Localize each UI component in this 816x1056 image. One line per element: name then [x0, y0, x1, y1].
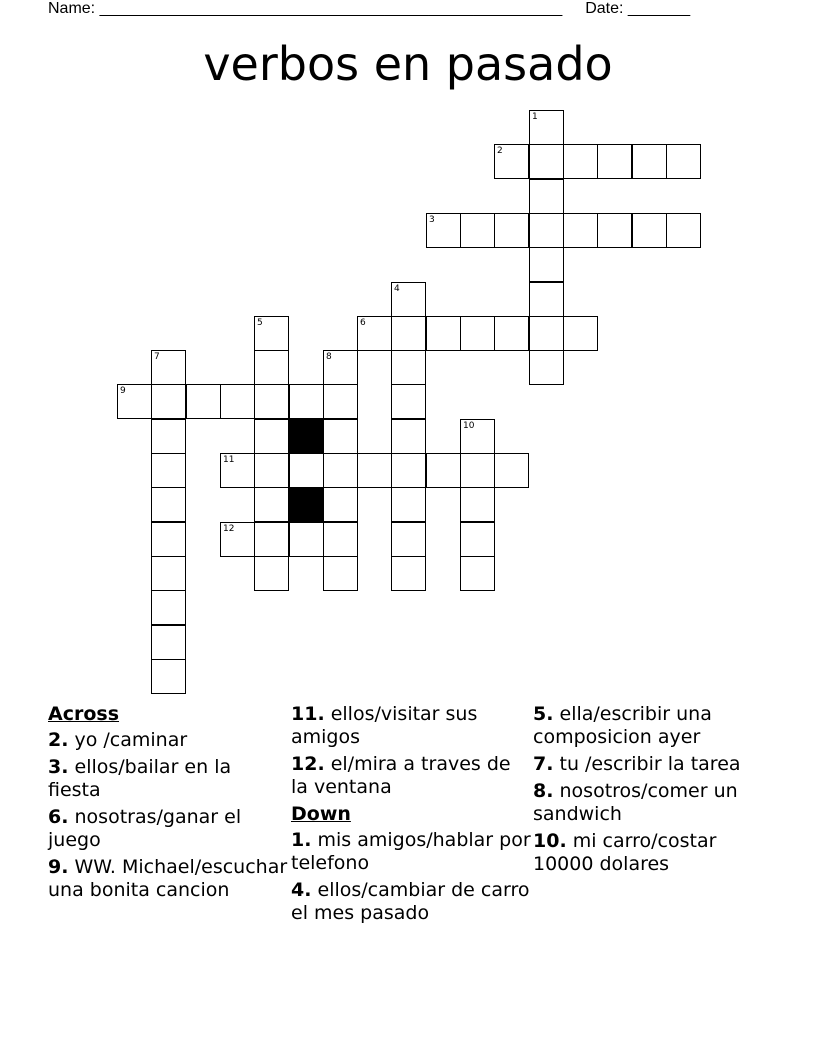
clue-number: 8.	[533, 780, 554, 802]
grid-cell[interactable]	[460, 419, 495, 454]
clue-number: 5.	[533, 703, 554, 725]
clue-down-4	[291, 879, 531, 925]
grid-cell[interactable]	[597, 213, 632, 248]
clue-across-3	[48, 756, 288, 802]
grid-cell[interactable]	[220, 384, 255, 419]
clue-text: nosotras/ganar el juego	[48, 806, 242, 851]
date-field[interactable]: _______	[627, 0, 691, 17]
grid-cell[interactable]	[494, 316, 529, 351]
clue-text: mis amigos/hablar por telefono	[291, 829, 531, 874]
grid-cell[interactable]	[151, 453, 186, 488]
across-heading: Across	[48, 703, 120, 725]
grid-cell[interactable]	[254, 419, 289, 454]
grid-cell[interactable]	[323, 487, 358, 522]
grid-cell[interactable]	[151, 659, 186, 694]
grid-cell[interactable]	[289, 522, 324, 557]
grid-cell[interactable]	[117, 384, 152, 419]
grid-cell[interactable]	[391, 282, 426, 317]
grid-cell[interactable]	[426, 213, 461, 248]
grid-cell[interactable]	[323, 350, 358, 385]
clue-across-12	[291, 753, 531, 799]
clue-number-label: 8	[326, 352, 332, 362]
clue-number: 6.	[48, 806, 69, 828]
clue-number-label: 9	[120, 386, 126, 396]
grid-cell[interactable]	[563, 316, 598, 351]
name-label: Name:	[48, 0, 100, 17]
clue-across-6	[48, 806, 288, 852]
grid-cell[interactable]	[529, 144, 564, 179]
down-heading: Down	[291, 803, 351, 825]
clues-column-2	[291, 703, 531, 929]
grid-cell[interactable]	[460, 316, 495, 351]
grid-cell[interactable]	[254, 350, 289, 385]
grid-cell[interactable]	[323, 384, 358, 419]
grid-cell[interactable]	[666, 144, 701, 179]
clue-down-1	[291, 829, 531, 875]
grid-cell[interactable]	[529, 179, 564, 214]
grid-cell[interactable]	[391, 316, 426, 351]
clue-number: 1.	[291, 829, 312, 851]
date-label: Date:	[585, 0, 628, 17]
clue-number-label: 12	[223, 524, 235, 534]
grid-cell[interactable]	[151, 522, 186, 557]
grid-cell[interactable]	[426, 316, 461, 351]
grid-cell[interactable]	[529, 350, 564, 385]
grid-cell[interactable]	[220, 453, 255, 488]
grid-cell[interactable]	[391, 419, 426, 454]
clue-number: 12.	[291, 753, 325, 775]
grid-cell[interactable]	[391, 350, 426, 385]
clue-text: yo /caminar	[74, 729, 188, 751]
clue-text: WW. Michael/escuchar una bonita cancion	[48, 856, 288, 901]
clues-column-3	[533, 703, 773, 880]
clue-text: el/mira a traves de la ventana	[291, 753, 511, 798]
clue-text: mi carro/costar 10000 dolares	[533, 830, 717, 875]
clue-number-label: 2	[497, 146, 503, 156]
clue-number-label: 4	[394, 284, 400, 294]
grid-cell[interactable]	[529, 316, 564, 351]
clue-number: 10.	[533, 830, 567, 852]
clue-across-2	[48, 729, 288, 752]
clues-column-1	[48, 703, 288, 906]
clue-text: nosotros/comer un sandwich	[533, 780, 738, 825]
grid-cell[interactable]	[426, 453, 461, 488]
grid-cell[interactable]	[391, 384, 426, 419]
grid-cell[interactable]	[494, 453, 529, 488]
clue-number-label: 7	[154, 352, 160, 362]
clue-number-label: 11	[223, 455, 235, 465]
clue-number: 7.	[533, 753, 554, 775]
grid-cell-blocked	[289, 487, 324, 522]
grid-cell[interactable]	[529, 247, 564, 282]
grid-cell[interactable]	[632, 144, 667, 179]
grid-cell[interactable]	[460, 487, 495, 522]
grid-cell-blocked	[289, 419, 324, 454]
clue-number-label: 6	[360, 318, 366, 328]
grid-cell[interactable]	[460, 522, 495, 557]
grid-cell[interactable]	[289, 384, 324, 419]
grid-cell[interactable]	[151, 487, 186, 522]
grid-cell[interactable]	[632, 213, 667, 248]
clue-text: ellos/bailar en la fiesta	[48, 756, 232, 801]
grid-cell[interactable]	[289, 453, 324, 488]
grid-cell[interactable]	[391, 556, 426, 591]
grid-cell[interactable]	[254, 522, 289, 557]
name-field[interactable]: ____________________________________________________	[99, 0, 563, 17]
grid-cell[interactable]	[460, 556, 495, 591]
grid-cell[interactable]	[151, 384, 186, 419]
clue-number: 3.	[48, 756, 69, 778]
clue-number-label: 1	[532, 112, 538, 122]
grid-cell[interactable]	[391, 453, 426, 488]
grid-cell[interactable]	[151, 590, 186, 625]
grid-cell[interactable]	[151, 419, 186, 454]
clue-down-8	[533, 780, 773, 826]
clue-number: 9.	[48, 856, 69, 878]
grid-cell[interactable]	[323, 453, 358, 488]
clue-number: 11.	[291, 703, 325, 725]
clue-down-5	[533, 703, 773, 749]
grid-cell[interactable]	[391, 522, 426, 557]
grid-cell[interactable]	[254, 453, 289, 488]
grid-cell[interactable]	[494, 144, 529, 179]
clue-number: 4.	[291, 879, 312, 901]
clue-text: tu /escribir la tarea	[559, 753, 741, 775]
grid-cell[interactable]	[666, 213, 701, 248]
clue-text: ellos/visitar sus amigos	[291, 703, 478, 748]
clue-number-label: 3	[429, 215, 435, 225]
clue-across-9	[48, 856, 288, 902]
grid-cell[interactable]	[563, 144, 598, 179]
grid-cell[interactable]	[220, 522, 255, 557]
clue-across-11	[291, 703, 531, 749]
grid-cell[interactable]	[357, 453, 392, 488]
clue-number-label: 5	[257, 318, 263, 328]
grid-cell[interactable]	[323, 419, 358, 454]
grid-cell[interactable]	[563, 213, 598, 248]
grid-cell[interactable]	[597, 144, 632, 179]
grid-cell[interactable]	[529, 282, 564, 317]
clue-down-10	[533, 830, 773, 876]
grid-cell[interactable]	[529, 213, 564, 248]
grid-cell[interactable]	[323, 556, 358, 591]
grid-cell[interactable]	[460, 453, 495, 488]
grid-cell[interactable]	[151, 625, 186, 660]
grid-cell[interactable]	[254, 487, 289, 522]
clue-number: 2.	[48, 729, 69, 751]
grid-cell[interactable]	[529, 110, 564, 145]
clue-number-label: 10	[463, 421, 475, 431]
clue-text: ella/escribir una composicion ayer	[533, 703, 712, 748]
page-title: verbos en pasado	[203, 37, 613, 91]
grid-cell[interactable]	[186, 384, 221, 419]
grid-cell[interactable]	[254, 384, 289, 419]
grid-cell[interactable]	[323, 522, 358, 557]
clue-text: ellos/cambiar de carro el mes pasado	[291, 879, 530, 924]
grid-cell[interactable]	[391, 487, 426, 522]
clue-down-7	[533, 753, 773, 776]
grid-cell[interactable]	[494, 213, 529, 248]
grid-cell[interactable]	[254, 556, 289, 591]
grid-cell[interactable]	[357, 316, 392, 351]
grid-cell[interactable]	[151, 350, 186, 385]
grid-cell[interactable]	[254, 316, 289, 351]
grid-cell[interactable]	[151, 556, 186, 591]
grid-cell[interactable]	[460, 213, 495, 248]
